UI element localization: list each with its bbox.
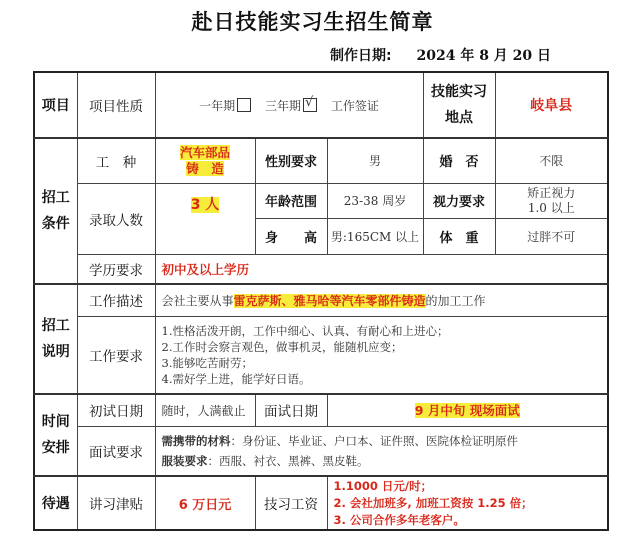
- description-header-line1: 招工: [41, 318, 70, 334]
- education-label: 学历要求: [77, 254, 155, 284]
- weight-value: 过胖不可: [495, 218, 608, 254]
- location-label: [423, 72, 495, 138]
- marriage-label: 婚 否: [423, 138, 495, 183]
- job-type-line2: 铸 造: [186, 160, 224, 176]
- test-date-row: [34, 394, 608, 426]
- work-req-item: 3.能够吃苦耐劳；: [161, 355, 253, 370]
- materials-line: [162, 431, 606, 451]
- count-value-text: 3 人: [190, 196, 220, 213]
- location-value: 岐阜县: [495, 72, 608, 138]
- description-header: [34, 284, 77, 394]
- recruit-header-line2: 条件: [41, 216, 70, 232]
- location-label-line1: 技能实习: [431, 84, 488, 100]
- materials-value: ：身份证、毕业证、户口本、证件照、医院体检证明原件: [230, 433, 518, 448]
- wage-item: 2. 会社加班多, 加班工资按 1.25 倍；: [333, 495, 533, 510]
- option-one-year: 一年期: [199, 98, 236, 113]
- allowance-value: 6 万日元: [155, 476, 255, 530]
- interview-value: [327, 394, 608, 426]
- recruit-header: [34, 138, 77, 284]
- height-label: 身 高: [255, 218, 327, 254]
- education-value: 初中及以上学历: [155, 254, 608, 284]
- work-desc-prefix: 会社主要从事: [161, 293, 234, 308]
- vision-value: [495, 183, 608, 218]
- work-desc-label: 工作描述: [77, 284, 155, 316]
- check-mark-icon: √: [305, 94, 314, 110]
- wage-item: 3. 公司合作多年老客户。: [333, 512, 465, 527]
- education-row: [34, 254, 608, 284]
- age-value: 23-38 周岁: [327, 183, 423, 218]
- work-desc-row: [34, 284, 608, 316]
- interview-req-value: [155, 426, 608, 476]
- project-nature-options: [155, 72, 423, 138]
- vision-line1: 矫正视力: [527, 185, 576, 200]
- vision-label: 视力要求: [423, 183, 495, 218]
- work-req-list: [155, 316, 608, 394]
- creation-date: [330, 45, 551, 65]
- allowance-label: 讲习津贴: [77, 476, 155, 530]
- project-nature-label: 项目性质: [77, 72, 155, 138]
- work-desc-highlight: 雷克萨斯、雅马哈等汽车零部件铸造: [233, 293, 426, 308]
- recruitment-table: [33, 71, 609, 531]
- first-test-value: 随时，人满截止: [155, 394, 255, 426]
- benefits-header: 待遇: [34, 476, 77, 530]
- work-req-item: 2.工作时会察言观色，做事机灵，能随机应变；: [161, 339, 403, 354]
- gender-value: 男: [327, 138, 423, 183]
- three-year-checkbox: [303, 94, 317, 112]
- schedule-header: [34, 394, 77, 476]
- schedule-header-line1: 时间: [41, 414, 70, 430]
- work-req-item: 1.性格活泼开朗，工作中细心、认真、有耐心和上进心；: [161, 323, 449, 338]
- interview-req-row: [34, 426, 608, 476]
- first-test-label: 初试日期: [77, 394, 155, 426]
- marriage-value: 不限: [495, 138, 608, 183]
- date-label: 制作日期:: [330, 48, 392, 64]
- count-age-row: [34, 183, 608, 218]
- count-label: 录取人数: [77, 183, 155, 254]
- age-label: 年龄范围: [255, 183, 327, 218]
- description-header-line2: 说明: [41, 344, 70, 360]
- height-value: 男:165CM 以上: [327, 218, 423, 254]
- vision-line2: 1.0 以上: [527, 200, 575, 215]
- job-type-row: [34, 138, 608, 183]
- work-req-row: [34, 316, 608, 394]
- dress-line: [162, 451, 606, 471]
- project-header: 项目: [34, 72, 77, 138]
- interview-req-label: 面试要求: [77, 426, 155, 476]
- work-desc-value: [155, 284, 608, 316]
- weight-label: 体 重: [423, 218, 495, 254]
- date-value: 2024 年 8 月 20 日: [416, 48, 552, 64]
- wage-list: [327, 476, 608, 530]
- materials-label: 需携带的材料: [161, 433, 231, 448]
- one-year-checkbox: [237, 98, 251, 112]
- work-req-item: 4.需好学上进，能学好日语。: [161, 371, 311, 386]
- dress-label: 服装要求: [161, 453, 208, 468]
- benefits-row: [34, 476, 608, 530]
- interview-value-text: 9 月中旬 现场面试: [414, 403, 520, 419]
- job-type-label: 工 种: [77, 138, 155, 183]
- wage-label: 技习工资: [255, 476, 327, 530]
- recruit-header-line1: 招工: [41, 190, 70, 206]
- job-type-value: [155, 138, 255, 183]
- option-work-visa: 工作签证: [330, 98, 379, 113]
- location-label-line2: 地点: [445, 110, 474, 126]
- schedule-header-line2: 安排: [41, 440, 70, 456]
- wage-item: 1.1000 日元/时；: [333, 478, 433, 493]
- interview-label: 面试日期: [255, 394, 327, 426]
- gender-label: 性别要求: [255, 138, 327, 183]
- job-type-line1: 汽车部品: [179, 144, 230, 160]
- dress-value: ：西服、衬衣、黑裤、黑皮鞋。: [207, 453, 369, 468]
- project-row: [34, 72, 608, 138]
- work-req-label: 工作要求: [77, 316, 155, 394]
- work-desc-suffix: 的加工工作: [425, 293, 486, 308]
- option-three-year: 三年期: [265, 98, 302, 113]
- page-title: 赴日技能实习生招生简章: [191, 10, 434, 34]
- count-value: [155, 183, 255, 254]
